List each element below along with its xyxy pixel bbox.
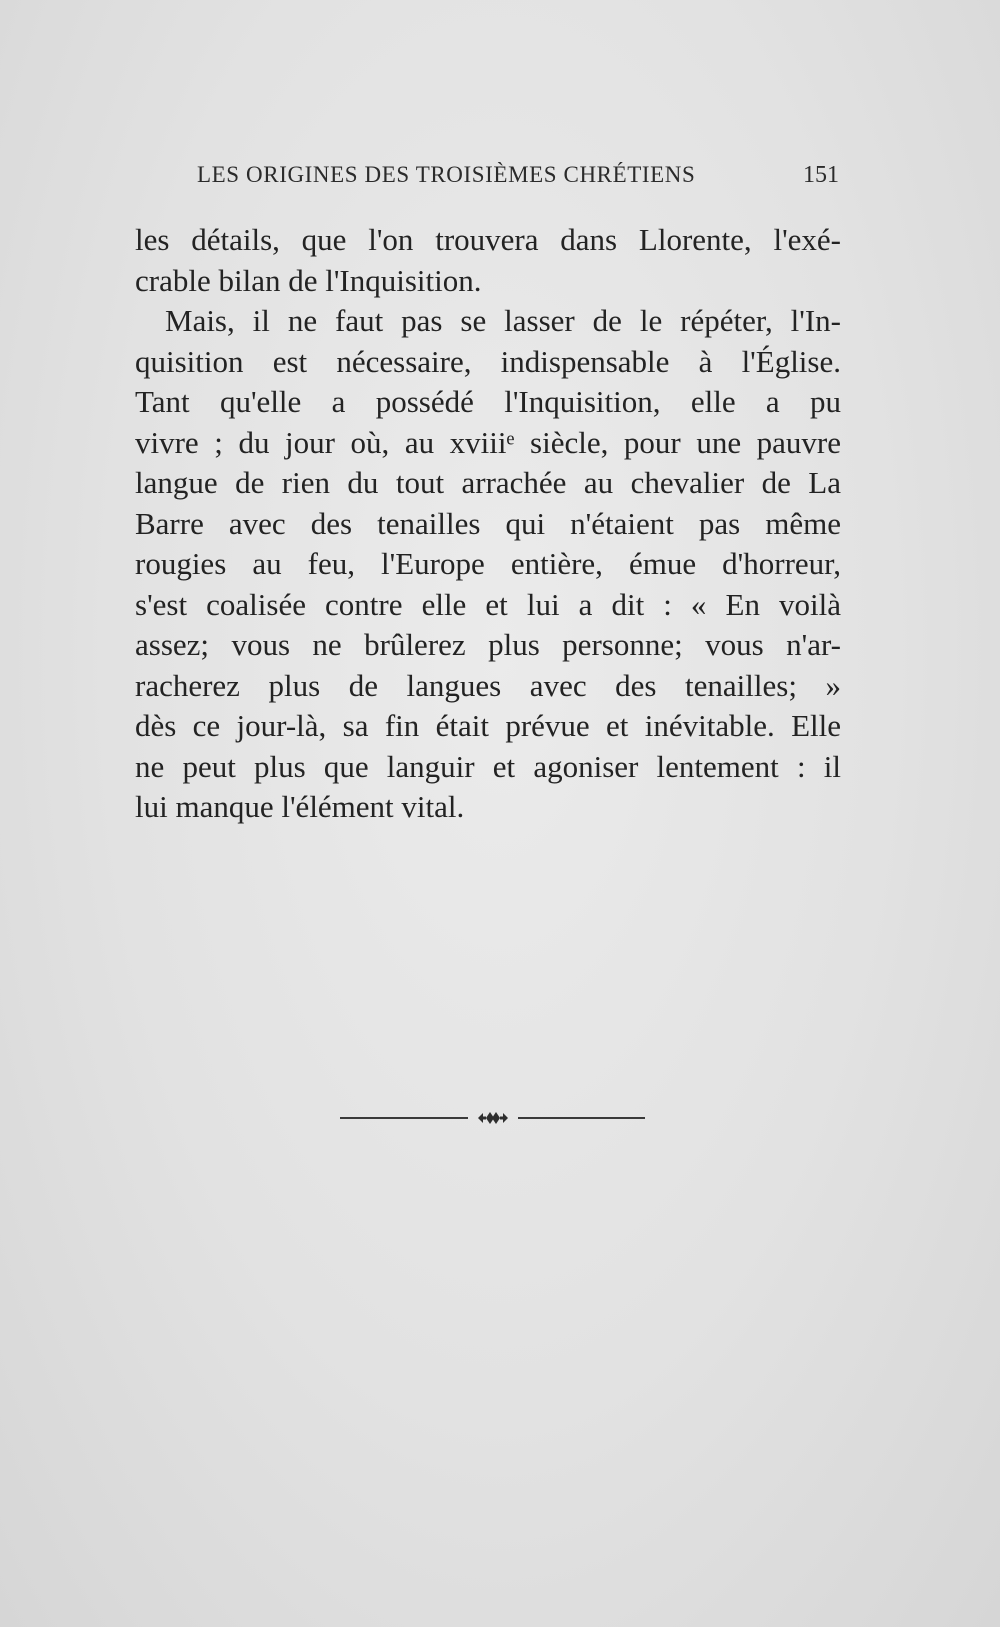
text-line: les détails, que l'on trouvera dans Llorente, l'exé- xyxy=(135,222,841,257)
text-line: Tant qu'elle a possédé l'Inquisition, elle a pu xyxy=(135,384,841,419)
text-line: racherez plus de langues avec des tenailles; » xyxy=(135,667,841,703)
text-line: quisition est nécessaire, indispensable à l'Église. xyxy=(135,343,841,379)
text-line: vivre ; du jour où, au xviiiᵉ siècle, pour une pauvre xyxy=(135,424,841,460)
text-line: langue de rien du tout arrachée au chevalier de La xyxy=(135,465,841,500)
end-ornament xyxy=(340,1108,645,1128)
text-line: lui manque l'élément vital. xyxy=(135,789,465,824)
text-line: Barre avec des tenailles qui n'étaient pas même xyxy=(135,505,841,541)
text-line: Mais, il ne faut pas se lasser de le répéter, l'In- xyxy=(165,303,841,338)
running-title: LES ORIGINES DES TROISIÈMES CHRÉTIENS xyxy=(197,162,696,187)
ornament-rule-left xyxy=(340,1117,468,1119)
ornament-rule-right xyxy=(518,1117,646,1119)
text-line: crable bilan de l'Inquisition. xyxy=(135,262,482,298)
text-line: rougies au feu, l'Europe entière, émue d'horreur, xyxy=(135,546,841,581)
text-line: ne peut plus que languir et agoniser lentement : il xyxy=(135,748,841,784)
text-line: dès ce jour-là, sa fin était prévue et inévitable. Elle xyxy=(135,708,841,743)
text-line: s'est coalisée contre elle et lui a dit : « En voilà xyxy=(135,586,841,622)
text-line: assez; vous ne brûlerez plus personne; vous n'ar- xyxy=(135,627,841,662)
running-head xyxy=(197,162,839,200)
body-text xyxy=(135,220,841,828)
page-number: 151 xyxy=(803,162,839,188)
fleuron-divider-icon xyxy=(468,1108,518,1128)
